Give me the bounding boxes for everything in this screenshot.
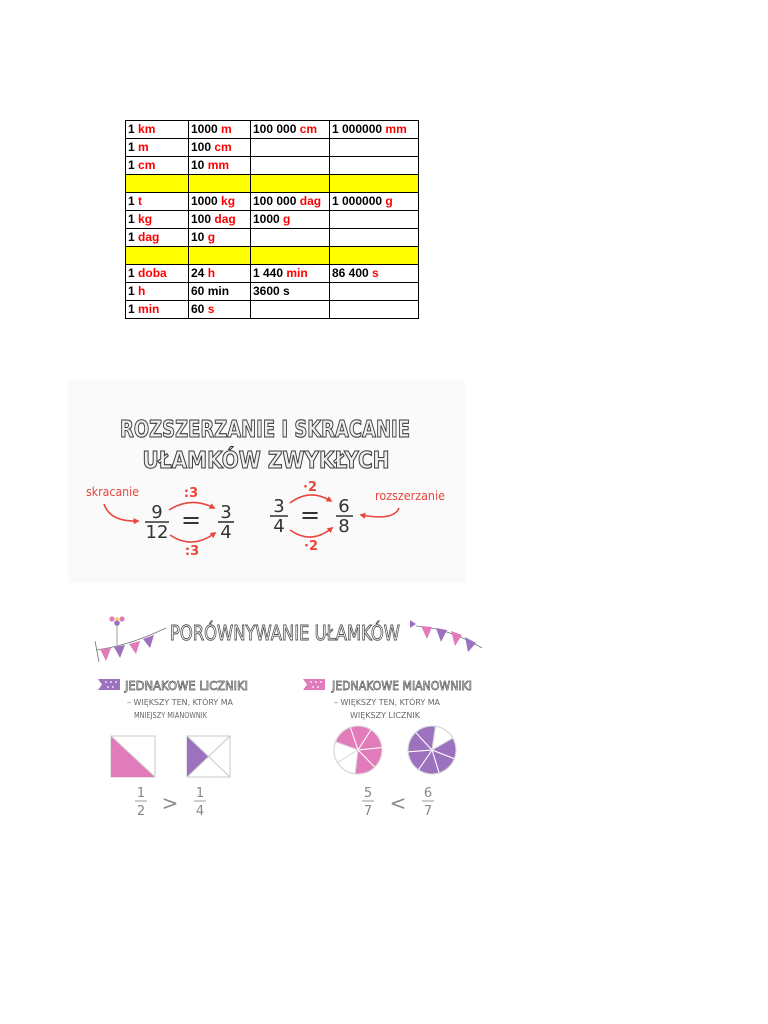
cell-unit: h (138, 284, 146, 298)
table-cell (251, 229, 330, 247)
cell-value: 1 (128, 230, 135, 244)
cell-unit: km (138, 122, 156, 136)
label-tag-icon (303, 679, 325, 690)
table-cell (189, 139, 251, 157)
flower-petal (114, 620, 120, 626)
table-cell (189, 193, 251, 211)
cell-value: 1 (128, 140, 135, 154)
cell-unit: s (207, 302, 215, 316)
cell-unit: cm (299, 122, 318, 136)
reduce-to-denominator: 4 (220, 522, 232, 543)
comparison-sign: > (161, 791, 179, 815)
table-cell (251, 247, 330, 265)
bunting-bow (410, 620, 416, 628)
table-cell (330, 211, 419, 229)
table-cell (251, 175, 330, 193)
bunting-flag (465, 637, 476, 652)
cell-value: 100 000 (253, 122, 297, 136)
cell-unit: min (138, 302, 160, 316)
pie-diagram-left (334, 726, 382, 774)
cell-unit: dag (214, 212, 236, 226)
table-cell (126, 121, 189, 139)
table-cell (330, 121, 419, 139)
table-cell (251, 157, 330, 175)
tag-dot (310, 681, 312, 683)
flower-center (115, 617, 119, 621)
reduce-arrow-bottom (170, 533, 215, 542)
table-cell (251, 301, 330, 319)
table-row (126, 301, 419, 319)
table-cell (126, 229, 189, 247)
table-cell (189, 283, 251, 301)
table-cell (126, 175, 189, 193)
bunting-pole (95, 641, 99, 662)
compare-right-denominator: 4 (195, 804, 205, 819)
reduce-label-arrow (104, 504, 138, 521)
flower-petal (109, 616, 114, 621)
table-cell (126, 265, 189, 283)
table-cell (189, 265, 251, 283)
compare-right-numerator: 1 (195, 786, 205, 801)
table-cell (251, 283, 330, 301)
flower-petal (119, 616, 124, 621)
compare-right-denominator: 7 (423, 804, 433, 819)
expand-from-denominator: 4 (273, 516, 285, 537)
unit-conversion-table (125, 120, 419, 319)
cell-unit: min (286, 266, 308, 280)
cell-value: 1 000000 (332, 122, 383, 136)
reduce-from-denominator: 12 (145, 522, 169, 543)
compare-right-numerator: 6 (423, 786, 433, 801)
cell-unit: t (138, 194, 143, 208)
tag-dot (110, 681, 112, 683)
bunting-flag (129, 641, 140, 654)
cell-value: 60 (191, 302, 205, 316)
table-cell (330, 283, 419, 301)
table-cell (126, 301, 189, 319)
cell-unit: m (138, 140, 149, 154)
same-numerators-note-line1: – WIĘKSZY TEN, KTÓRY MA (127, 698, 234, 707)
cell-value: 1000 (253, 212, 280, 226)
cell-value: 1000 (191, 122, 218, 136)
cell-unit: m (221, 122, 232, 136)
figure-title: PORÓWNYWANIE UŁAMKÓW (170, 621, 401, 645)
table-cell (189, 175, 251, 193)
bunting-flag (114, 645, 125, 658)
cell-value: 100 (191, 212, 212, 226)
tag-shape (98, 679, 120, 690)
same-numerators-heading: JEDNAKOWE LICZNIKI (124, 679, 248, 693)
expand-arrow-bottom (290, 528, 332, 537)
same-denominators-note-line1: – WIĘKSZY TEN, KTÓRY MA (334, 698, 441, 707)
table-cell (189, 211, 251, 229)
table-cell (126, 157, 189, 175)
tag-dot (112, 686, 114, 688)
cell-value: 1 (128, 302, 135, 316)
cell-unit: doba (138, 266, 167, 280)
tag-dot (105, 681, 107, 683)
table-row (126, 121, 419, 139)
cell-value: 100 (191, 140, 212, 154)
cell-unit: cm (138, 158, 156, 172)
comparison-sign: < (389, 791, 407, 815)
fraction-comparison-graphic (90, 610, 485, 822)
cell-unit: h (207, 266, 216, 280)
expand-equals-sign: = (299, 501, 321, 529)
table-row (126, 157, 419, 175)
figure-title-line2: UŁAMKÓW ZWYKŁYCH (142, 448, 427, 474)
label-tag-icon (98, 679, 120, 690)
reduce-from-numerator: 9 (151, 502, 163, 523)
table-cell (330, 265, 419, 283)
reduce-to-numerator: 3 (220, 502, 232, 523)
cell-value: 24 (191, 266, 205, 280)
reduce-label: skracanie (86, 485, 139, 499)
bunting-flag (451, 631, 462, 646)
cell-unit: s (283, 284, 290, 298)
expand-to-numerator: 6 (338, 496, 350, 517)
tag-dot (115, 681, 117, 683)
table-cell (251, 139, 330, 157)
cell-value: 60 (191, 284, 205, 298)
table-cell (251, 193, 330, 211)
cell-value: 86 400 (332, 266, 369, 280)
table-cell (126, 247, 189, 265)
cell-unit: dag (138, 230, 160, 244)
table-cell (330, 247, 419, 265)
expand-operator-bottom: ·2 (304, 539, 318, 554)
table-cell (330, 193, 419, 211)
table-cell (126, 139, 189, 157)
table-row (126, 211, 419, 229)
quarter-square-diagram (187, 736, 230, 777)
cell-value: 1 (128, 158, 135, 172)
expand-label-arrow (361, 508, 399, 517)
table-cell (189, 229, 251, 247)
cell-value: 1 (128, 194, 135, 208)
highlight-row (126, 175, 419, 193)
cell-unit: mm (385, 122, 407, 136)
table-cell (251, 265, 330, 283)
half-square-diagram (111, 736, 155, 777)
table-cell (330, 301, 419, 319)
compare-left-denominator: 7 (363, 804, 373, 819)
fraction-comparison-figure (90, 610, 485, 822)
table-row (126, 229, 419, 247)
cell-unit: g (385, 194, 393, 208)
tag-dot (312, 686, 314, 688)
expand-to-denominator: 8 (338, 516, 350, 537)
reduce-operator-bottom: :3 (184, 544, 200, 559)
table-cell (251, 121, 330, 139)
same-denominators-heading: JEDNAKOWE MIANOWNIKI (331, 679, 472, 693)
tag-dot (315, 681, 317, 683)
bunting-left-icon (95, 616, 166, 662)
cell-value: 1 (128, 284, 135, 298)
table-cell (330, 157, 419, 175)
pie-diagram-right (408, 726, 456, 774)
reduce-operator-top: :3 (183, 486, 199, 501)
cell-value: 10 (191, 158, 205, 172)
cell-unit: min (207, 284, 230, 298)
table-cell (126, 283, 189, 301)
cell-value: 3600 (253, 284, 280, 298)
expand-from-numerator: 3 (273, 496, 285, 517)
tag-dot (320, 681, 322, 683)
cell-unit: g (283, 212, 291, 226)
table-row (126, 265, 419, 283)
bunting-right-icon (410, 620, 482, 652)
compare-left-numerator: 5 (363, 786, 373, 801)
fraction-scaling-figure (68, 380, 465, 583)
figure-title-line1: ROZSZERZANIE I SKRACANIE (120, 417, 410, 443)
table-cell (330, 175, 419, 193)
same-denominators-note-line2: WIĘKSZY LICZNIK (350, 711, 422, 720)
compare-left-denominator: 2 (136, 804, 146, 819)
bunting-flag (436, 628, 447, 642)
cell-value: 1 (128, 122, 135, 136)
cell-value: 10 (191, 230, 205, 244)
cell-unit: cm (214, 140, 232, 154)
cell-unit: kg (221, 194, 236, 208)
table-cell (189, 301, 251, 319)
cell-unit: mm (207, 158, 230, 172)
table-cell (330, 229, 419, 247)
tag-dot (107, 686, 109, 688)
cell-value: 100 000 (253, 194, 297, 208)
table-cell (126, 193, 189, 211)
table-row (126, 283, 419, 301)
expand-operator-top: ·2 (303, 480, 317, 495)
unit-table-body (126, 121, 419, 319)
table-cell (189, 121, 251, 139)
table-cell (330, 139, 419, 157)
cell-value: 1 (128, 212, 135, 226)
cell-value: 1000 (191, 194, 218, 208)
tag-shape (303, 679, 325, 690)
table-cell (126, 211, 189, 229)
table-row (126, 193, 419, 211)
cell-unit: dag (299, 194, 322, 208)
table-cell (189, 157, 251, 175)
bunting-flag (421, 626, 432, 639)
compare-left-numerator: 1 (136, 786, 146, 801)
table-row (126, 139, 419, 157)
highlight-row (126, 247, 419, 265)
fraction-scaling-graphic (68, 380, 465, 583)
cell-value: 1 000000 (332, 194, 383, 208)
cell-unit: s (372, 266, 379, 280)
cell-unit: g (207, 230, 216, 244)
table-cell (189, 247, 251, 265)
cell-value: 1 (128, 266, 135, 280)
bunting-flag (100, 648, 111, 661)
reduce-equals-sign: = (180, 506, 202, 534)
tag-dot (317, 686, 319, 688)
expand-label: rozszerzanie (375, 489, 445, 503)
cell-unit: kg (138, 212, 153, 226)
table-cell (251, 211, 330, 229)
same-numerators-note-line2: MNIEJSZY MIANOWNIK (134, 711, 208, 720)
cell-value: 1 440 (253, 266, 284, 280)
